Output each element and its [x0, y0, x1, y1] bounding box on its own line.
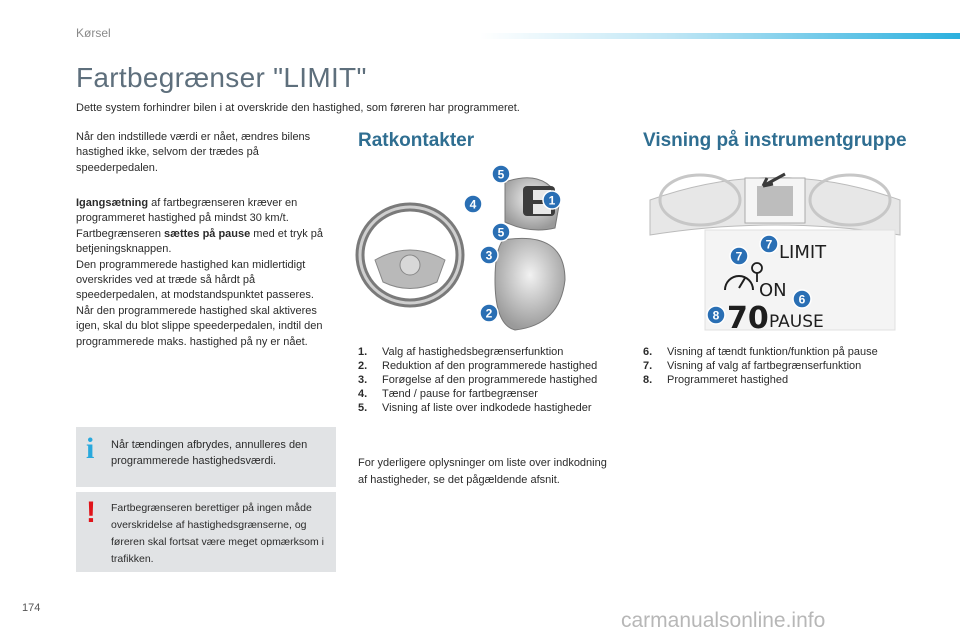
resume-text: Når den programmerede hastighed skal aktiveres igen, skal du blot slippe speederpedalen, indtil den programmerede maks. hastighed på ny er nået.	[76, 304, 323, 348]
callout-3	[480, 246, 498, 264]
watermark: carmanualsonline.info	[621, 609, 826, 632]
info-text: Når tændingen afbrydes, annulleres den programmerede hastighedsværdi.	[111, 439, 308, 467]
steering-wheel	[360, 207, 460, 303]
instrument-display-list	[643, 345, 893, 387]
list-item: 3. Forøgelse af den programmerede hastighed	[358, 374, 598, 386]
list-item: 6. Visning af tændt funktion/funktion på pause	[643, 346, 878, 358]
callout-1	[543, 191, 561, 209]
page-title: Fartbegrænser "LIMIT"	[76, 62, 367, 93]
svg-text:1: 1	[548, 193, 556, 208]
svg-text:7: 7	[735, 249, 743, 264]
override-text: Den programmerede hastighed kan midlertidigt overskrides ved at træde så hårdt på speederpedalen, at modstandspunktet passeres.	[76, 258, 314, 302]
pause-bold: sættes på pause	[164, 227, 251, 240]
section-label: Kørsel	[76, 26, 111, 40]
callout-2	[480, 304, 498, 322]
steering-controls-list	[358, 345, 620, 415]
svg-text:70: 70	[727, 301, 769, 335]
list-item: 8. Programmeret hastighed	[643, 374, 789, 386]
list-item: 7. Visning af valg af fartbegrænserfunktion	[643, 360, 862, 372]
callout-6	[793, 290, 811, 308]
instrument-cluster-illustration	[645, 160, 905, 335]
instrument-cluster	[650, 174, 900, 330]
instrument-display-heading: Visning på instrumentgruppe	[643, 130, 907, 151]
left-paragraph-2	[76, 196, 336, 350]
svg-text:7: 7	[765, 237, 773, 252]
list-item: 2. Reduktion af den programmerede hastighed	[358, 360, 598, 372]
svg-text:5: 5	[497, 167, 505, 182]
callout-5-top	[492, 165, 510, 183]
list-item: 5. Visning af liste over indkodede hastigheder	[358, 402, 592, 414]
warning-text: Fartbegrænseren berettiger på ingen måde overskridelse af hastighedsgrænserne, og føreren skal fortsat være meget opmærksom i trafikken.	[111, 502, 324, 565]
svg-text:LIMIT: LIMIT	[779, 242, 827, 263]
activation-bold: Igangsætning	[76, 197, 149, 209]
svg-text:5: 5	[497, 225, 505, 240]
callout-5-bottom	[492, 223, 510, 241]
intro-text: Dette system forhindrer bilen i at overskride den hastighed, som føreren har programmeret.	[76, 102, 520, 114]
pause-prefix: Fartbegrænseren	[76, 227, 165, 240]
steering-wheel-illustration	[355, 160, 625, 338]
activation-rest: af fartbegrænseren kræver en programmeret hastighed på mindst 30 km/t.	[76, 197, 298, 225]
svg-text:3: 3	[485, 248, 493, 263]
svg-text:4: 4	[469, 197, 477, 212]
warning-icon: !	[86, 496, 96, 529]
page-number: 174	[22, 602, 41, 614]
list-item: 4. Tænd / pause for fartbegrænser	[358, 388, 538, 400]
svg-text:6: 6	[798, 292, 806, 307]
svg-text:8: 8	[712, 308, 720, 323]
pause-text	[76, 227, 336, 258]
callout-8	[707, 306, 725, 324]
steering-note: For yderligere oplysninger om liste over indkodning af hastigheder, se det pågældende afsnit.	[358, 457, 607, 486]
pause-suffix: med et tryk på betjeningsknappen.	[76, 227, 324, 256]
callout-7-left	[730, 247, 748, 265]
svg-text:PAUSE: PAUSE	[769, 312, 824, 332]
header-accent-bar	[480, 33, 960, 39]
list-item: 1. Valg af hastighedsbegrænserfunktion	[358, 346, 564, 358]
callout-7-right	[760, 235, 778, 253]
svg-text:2: 2	[485, 306, 493, 321]
svg-text:ON: ON	[759, 280, 787, 301]
info-icon: i	[86, 432, 95, 465]
left-paragraph-1	[76, 130, 336, 176]
activation-text	[76, 196, 336, 227]
reached-value-text: Når den indstillede værdi er nået, ændres bilens hastighed ikke, selvom der trædes på speederpedalen.	[76, 131, 311, 174]
steering-controls-heading: Ratkontakter	[358, 130, 475, 151]
callout-4	[464, 195, 482, 213]
